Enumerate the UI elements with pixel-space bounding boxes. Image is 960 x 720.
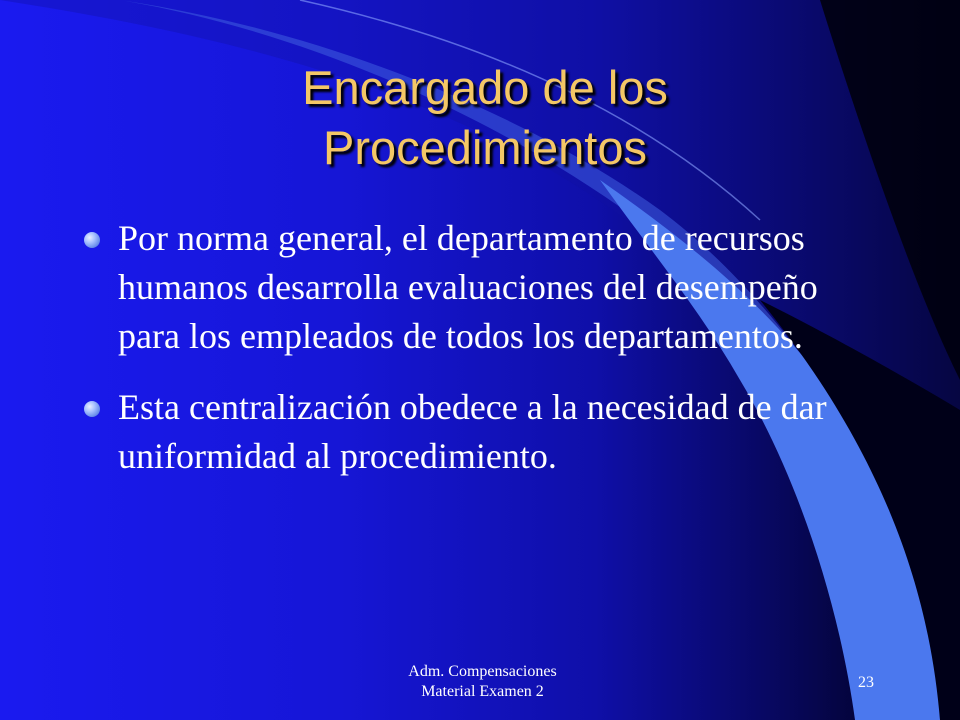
bullet-item [84,383,874,481]
bullet-list [84,214,874,503]
slide-title [150,58,820,178]
bullet-dot-icon [84,401,100,417]
slide-footer [365,662,600,702]
bullet-text: Por norma general, el departamento de recursos humanos desarrolla evaluaciones del desempeño para los empleados de todos los departamentos. [118,218,818,356]
title-line-1: Encargado de los [302,61,668,114]
bullet-text: Esta centralización obedece a la necesidad de dar uniformidad al procedimiento. [118,387,827,476]
footer-line-1: Adm. Compensaciones [408,663,557,680]
title-line-2: Procedimientos [323,121,647,174]
bullet-item [84,214,874,361]
footer-line-2: Material Examen 2 [421,683,544,700]
bullet-dot-icon [84,232,100,248]
page-number: 23 [858,674,874,691]
